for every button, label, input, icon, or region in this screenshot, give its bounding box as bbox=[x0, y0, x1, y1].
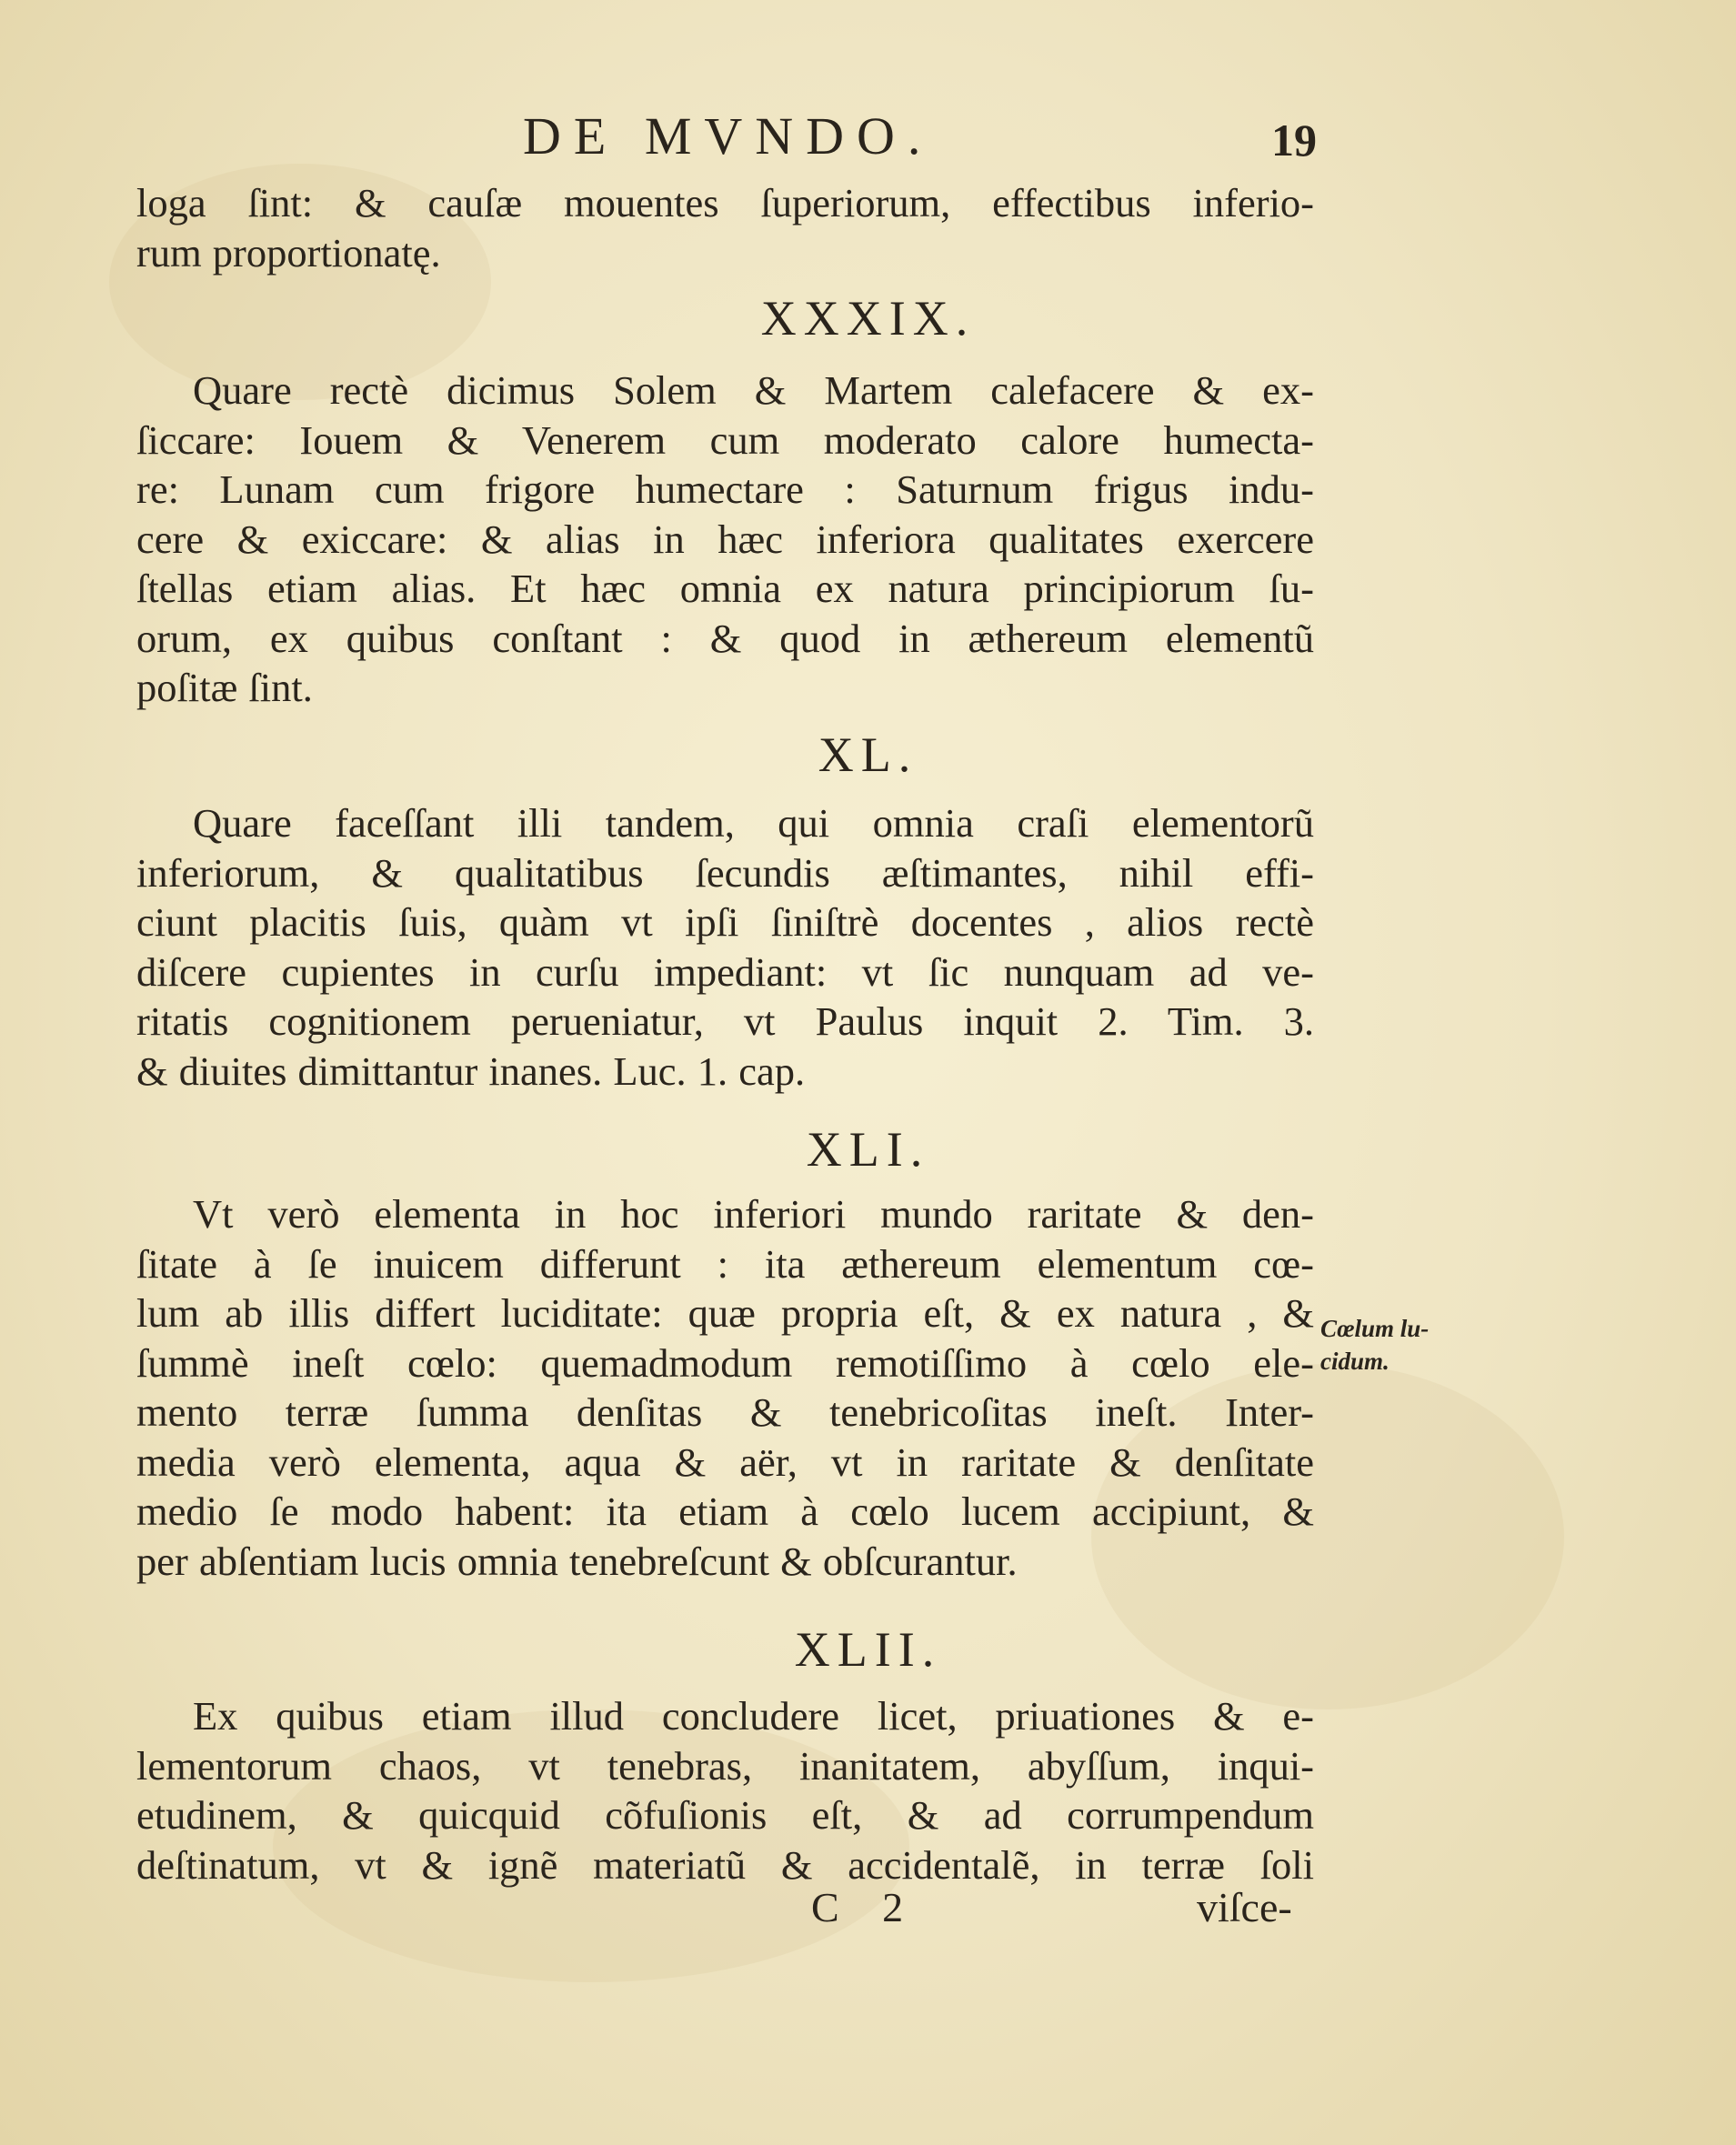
text-line: ſitate à ſe inuicem differunt : ita æthereum elementum cœ- bbox=[136, 1240, 1314, 1287]
text-line: mento terræ ſumma denſitas & tenebricoſitas ineſt. Inter- bbox=[136, 1389, 1314, 1435]
section-40-text bbox=[136, 798, 1314, 1096]
marginal-note-line: cidum. bbox=[1320, 1348, 1390, 1375]
text-line: re: Lunam cum frigore humectare : Saturnum frigus indu- bbox=[136, 466, 1314, 512]
text-line: cere & exiccare: & alias in hæc inferiora qualitates exercere bbox=[136, 516, 1314, 562]
paragraph-continuation bbox=[136, 178, 1314, 277]
signature-mark: C 2 bbox=[811, 1884, 920, 1930]
text-line: etudinem, & quicquid cõfuſionis eſt, & ad corrumpendum bbox=[136, 1792, 1314, 1838]
page-footer bbox=[0, 1880, 1736, 1935]
text-line: ritatis cognitionem perueniatur, vt Paulus inquit 2. Tim. 3. bbox=[136, 998, 1314, 1044]
section-41-text bbox=[136, 1189, 1314, 1586]
text-line: medio ſe modo habent: ita etiam à cœlo lucem accipiunt, & bbox=[136, 1488, 1314, 1534]
text-line: rum proportionatę. bbox=[136, 229, 441, 276]
text-line: ſtellas etiam alias. Et hæc omnia ex natura principiorum ſu- bbox=[136, 566, 1314, 611]
text-line: per abſentiam lucis omnia tenebreſcunt & obſcurantur. bbox=[136, 1538, 1018, 1584]
text-line: poſitæ ſint. bbox=[136, 665, 313, 710]
section-heading-41: XLI. bbox=[806, 1122, 930, 1177]
running-title: DE MVNDO. bbox=[523, 106, 934, 165]
text-line: loga ſint: & cauſæ mouentes ſuperiorum, effectibus inferio- bbox=[136, 180, 1314, 226]
section-42-text bbox=[136, 1691, 1314, 1889]
text-line: Quare rectè dicimus Solem & Martem calefacere & ex- bbox=[193, 367, 1314, 413]
text-line: inferiorum, & qualitatibus ſecundis æſtimantes, nihil effi- bbox=[136, 849, 1314, 896]
text-line: Vt verò elementa in hoc inferiori mundo raritate & den- bbox=[193, 1191, 1314, 1237]
text-line: ciunt placitis ſuis, quàm vt ipſi ſiniſtrè docentes , alios rectè bbox=[136, 899, 1314, 945]
section-heading-42: XLII. bbox=[794, 1622, 942, 1677]
text-line: Quare faceſſant illi tandem, qui omnia craſi elementorũ bbox=[193, 800, 1314, 846]
section-heading-39: XXXIX. bbox=[760, 291, 976, 346]
text-line: lementorum chaos, vt tenebras, inanitatem, abyſſum, inqui- bbox=[136, 1742, 1314, 1789]
text-line: lum ab illis differt luciditate: quæ propria eſt, & ex natura , & bbox=[136, 1290, 1314, 1336]
marginal-note-line: Cœlum lu- bbox=[1320, 1315, 1430, 1342]
section-heading-40: XL. bbox=[818, 727, 918, 782]
text-line: media verò elementa, aqua & aër, vt in raritate & denſitate bbox=[136, 1438, 1314, 1485]
text-line: orum, ex quibus conſtant : & quod in æthereum elementũ bbox=[136, 615, 1314, 661]
catchword: viſce- bbox=[1197, 1884, 1292, 1930]
section-39-text bbox=[136, 366, 1314, 713]
folio-number: 19 bbox=[1271, 115, 1317, 165]
text-line: Ex quibus etiam illud concludere licet, priuationes & e- bbox=[193, 1693, 1314, 1739]
text-line: ſummè ineſt cœlo: quemadmodum remotiſſimo à cœlo ele- bbox=[136, 1339, 1314, 1386]
running-head bbox=[0, 100, 1736, 173]
text-line: deſtinatum, vt & ignẽ materiatũ & accidentalẽ, in terræ ſoli bbox=[136, 1841, 1314, 1888]
text-line: & diuites dimittantur inanes. Luc. 1. cap. bbox=[136, 1047, 806, 1094]
text-line: diſcere cupientes in curſu impediant: vt ſic nunquam ad ve- bbox=[136, 948, 1314, 995]
text-line: ſiccare: Iouem & Venerem cum moderato calore humecta- bbox=[136, 416, 1314, 463]
